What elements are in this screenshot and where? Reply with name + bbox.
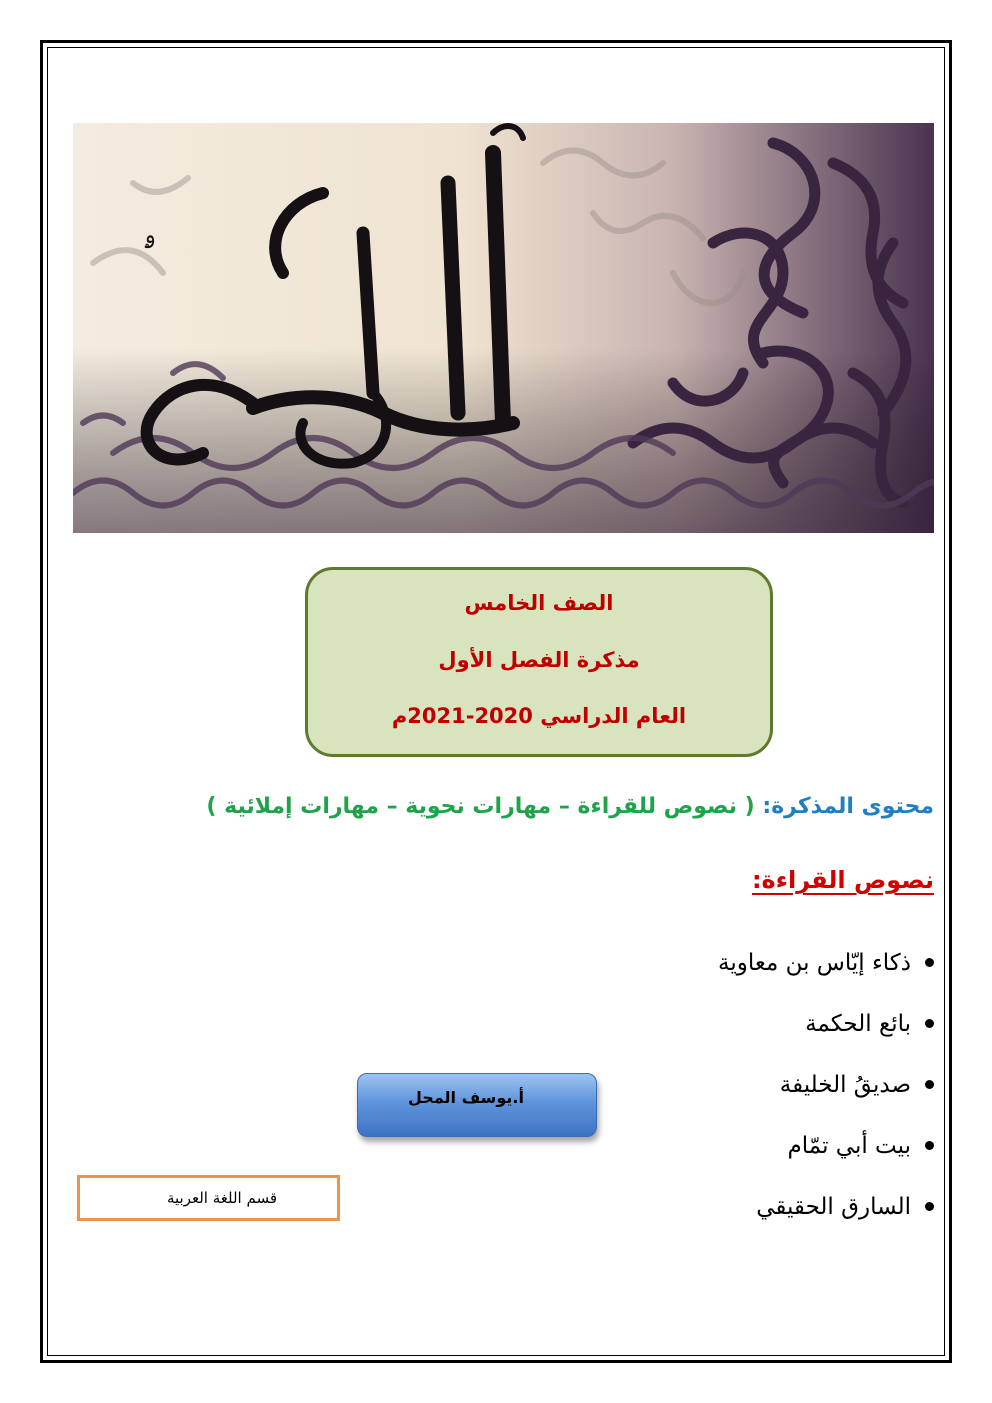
- bullet-icon: [925, 1080, 934, 1089]
- grade-label: الصف الخامس: [464, 591, 614, 615]
- bullet-icon: [925, 1202, 934, 1211]
- reading-item-label: ذكاء إيّاس بن معاوية: [718, 949, 911, 976]
- memo-label: مذكرة الفصل الأول: [438, 648, 640, 672]
- reading-heading: نصوص القراءة:: [751, 866, 934, 894]
- bullet-icon: [925, 1141, 934, 1150]
- calligraphy-banner-art: [73, 123, 934, 533]
- teacher-name-button[interactable]: [357, 1073, 597, 1137]
- list-item: [514, 993, 934, 1054]
- reading-item-label: بيت أبي تمّام: [787, 1132, 911, 1159]
- list-item: [514, 932, 934, 993]
- department-label: قسم اللغة العربية: [166, 1189, 277, 1207]
- svg-text:ۄ: ۄ: [143, 224, 156, 249]
- content-colon: :: [762, 794, 772, 819]
- memo-content-line: [114, 794, 934, 819]
- bullet-icon: [925, 1019, 934, 1028]
- teacher-name-label: أ.يوسف المحل: [408, 1088, 524, 1107]
- calligraphy-banner: [73, 123, 934, 533]
- content-value: ( نصوص للقراءة – مهارات نحوية – مهارات إملائية ): [206, 794, 763, 819]
- reading-item-label: السارق الحقيقي: [756, 1193, 911, 1220]
- list-item: [514, 1176, 934, 1237]
- reading-item-label: بائع الحكمة: [805, 1010, 911, 1037]
- reading-item-label: صديقُ الخليفة: [779, 1071, 911, 1098]
- department-box: [77, 1175, 340, 1221]
- bullet-icon: [925, 958, 934, 967]
- banner-title: اللغة العربية: [73, 123, 78, 124]
- content-label: محتوى المذكرة: [771, 794, 934, 819]
- info-box: [305, 567, 773, 757]
- year-label: العام الدراسي 2020-2021م: [391, 704, 687, 728]
